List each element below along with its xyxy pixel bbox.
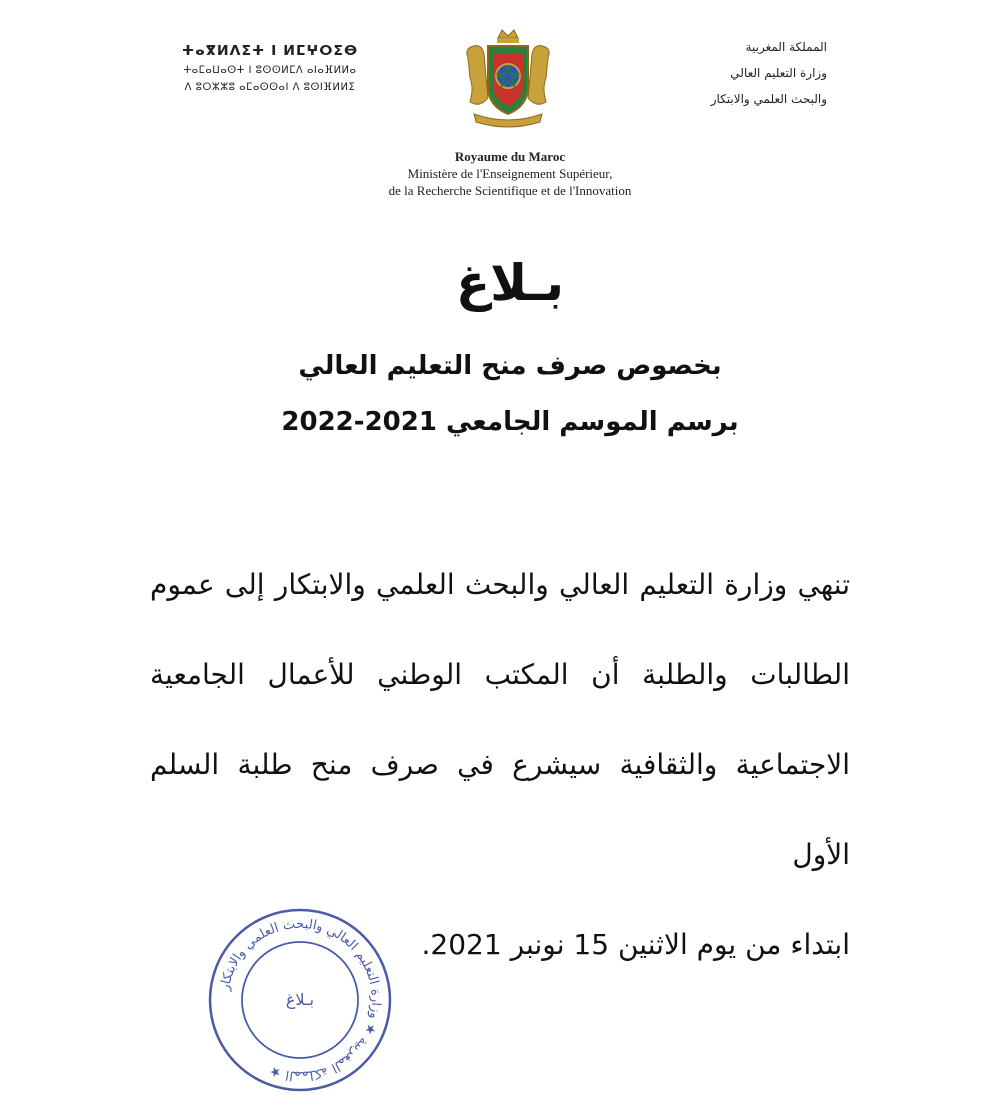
document-subtitle-1: بخصوص صرف منح التعليم العالي bbox=[298, 351, 722, 381]
body-line-4: ابتداء من يوم الاثنين 15 نونبر 2021. bbox=[421, 928, 850, 961]
document-title: بـلاغ bbox=[456, 254, 564, 312]
tifinagh-line-2: ⵜⴰⵎⴰⵡⴰⵙⵜ ⵏ ⵓⵙⵙⵍⵎⴷ ⴰⵏⴰⴼⵍⵍⴰ bbox=[183, 65, 357, 76]
french-line-1: Royaume du Maroc bbox=[454, 149, 566, 164]
tifinagh-line-3: ⴷ ⵓⵔⵣⵣⵓ ⴰⵎⴰⵙⵙⴰⵏ ⴷ ⵓⵙⵏⴼⵍⵍⵉ bbox=[184, 82, 356, 93]
french-line-3: de la Recherche Scientifique et de l'Innovation bbox=[388, 183, 632, 198]
body-line-2: الطالبات والطلبة أن المكتب الوطني للأعمال الجامعية bbox=[150, 658, 850, 691]
document-subtitle-2: برسم الموسم الجامعي 2021-2022 bbox=[281, 407, 739, 437]
arabic-line-1: المملكة المغربية bbox=[745, 40, 827, 54]
coat-of-arms-icon bbox=[460, 28, 556, 128]
stamp-center-text: بـلاغ bbox=[285, 990, 315, 1009]
stamp-ring-text: المملكة المغربية ★ وزارة التعليم العالي والبحث العلمي والابتكار ★ bbox=[217, 916, 384, 1084]
arabic-line-3: والبحث العلمي والابتكار bbox=[710, 92, 827, 106]
tifinagh-header bbox=[150, 40, 390, 96]
body-line-1: تنهي وزارة التعليم العالي والبحث العلمي والابتكار إلى عموم bbox=[150, 568, 850, 601]
french-line-2: Ministère de l'Enseignement Supérieur, bbox=[407, 166, 613, 181]
french-header bbox=[300, 148, 720, 199]
arabic-header bbox=[627, 34, 827, 112]
tifinagh-line-1: ⵜⴰⴳⵍⴷⵉⵜ ⵏ ⵍⵎⵖⵔⵉⴱ bbox=[181, 43, 359, 59]
arabic-line-2: وزارة التعليم العالي bbox=[730, 66, 827, 80]
official-stamp bbox=[205, 905, 395, 1095]
body-line-3: الاجتماعية والثقافية سيشرع في صرف منح طلبة السلم الأول bbox=[150, 748, 850, 871]
